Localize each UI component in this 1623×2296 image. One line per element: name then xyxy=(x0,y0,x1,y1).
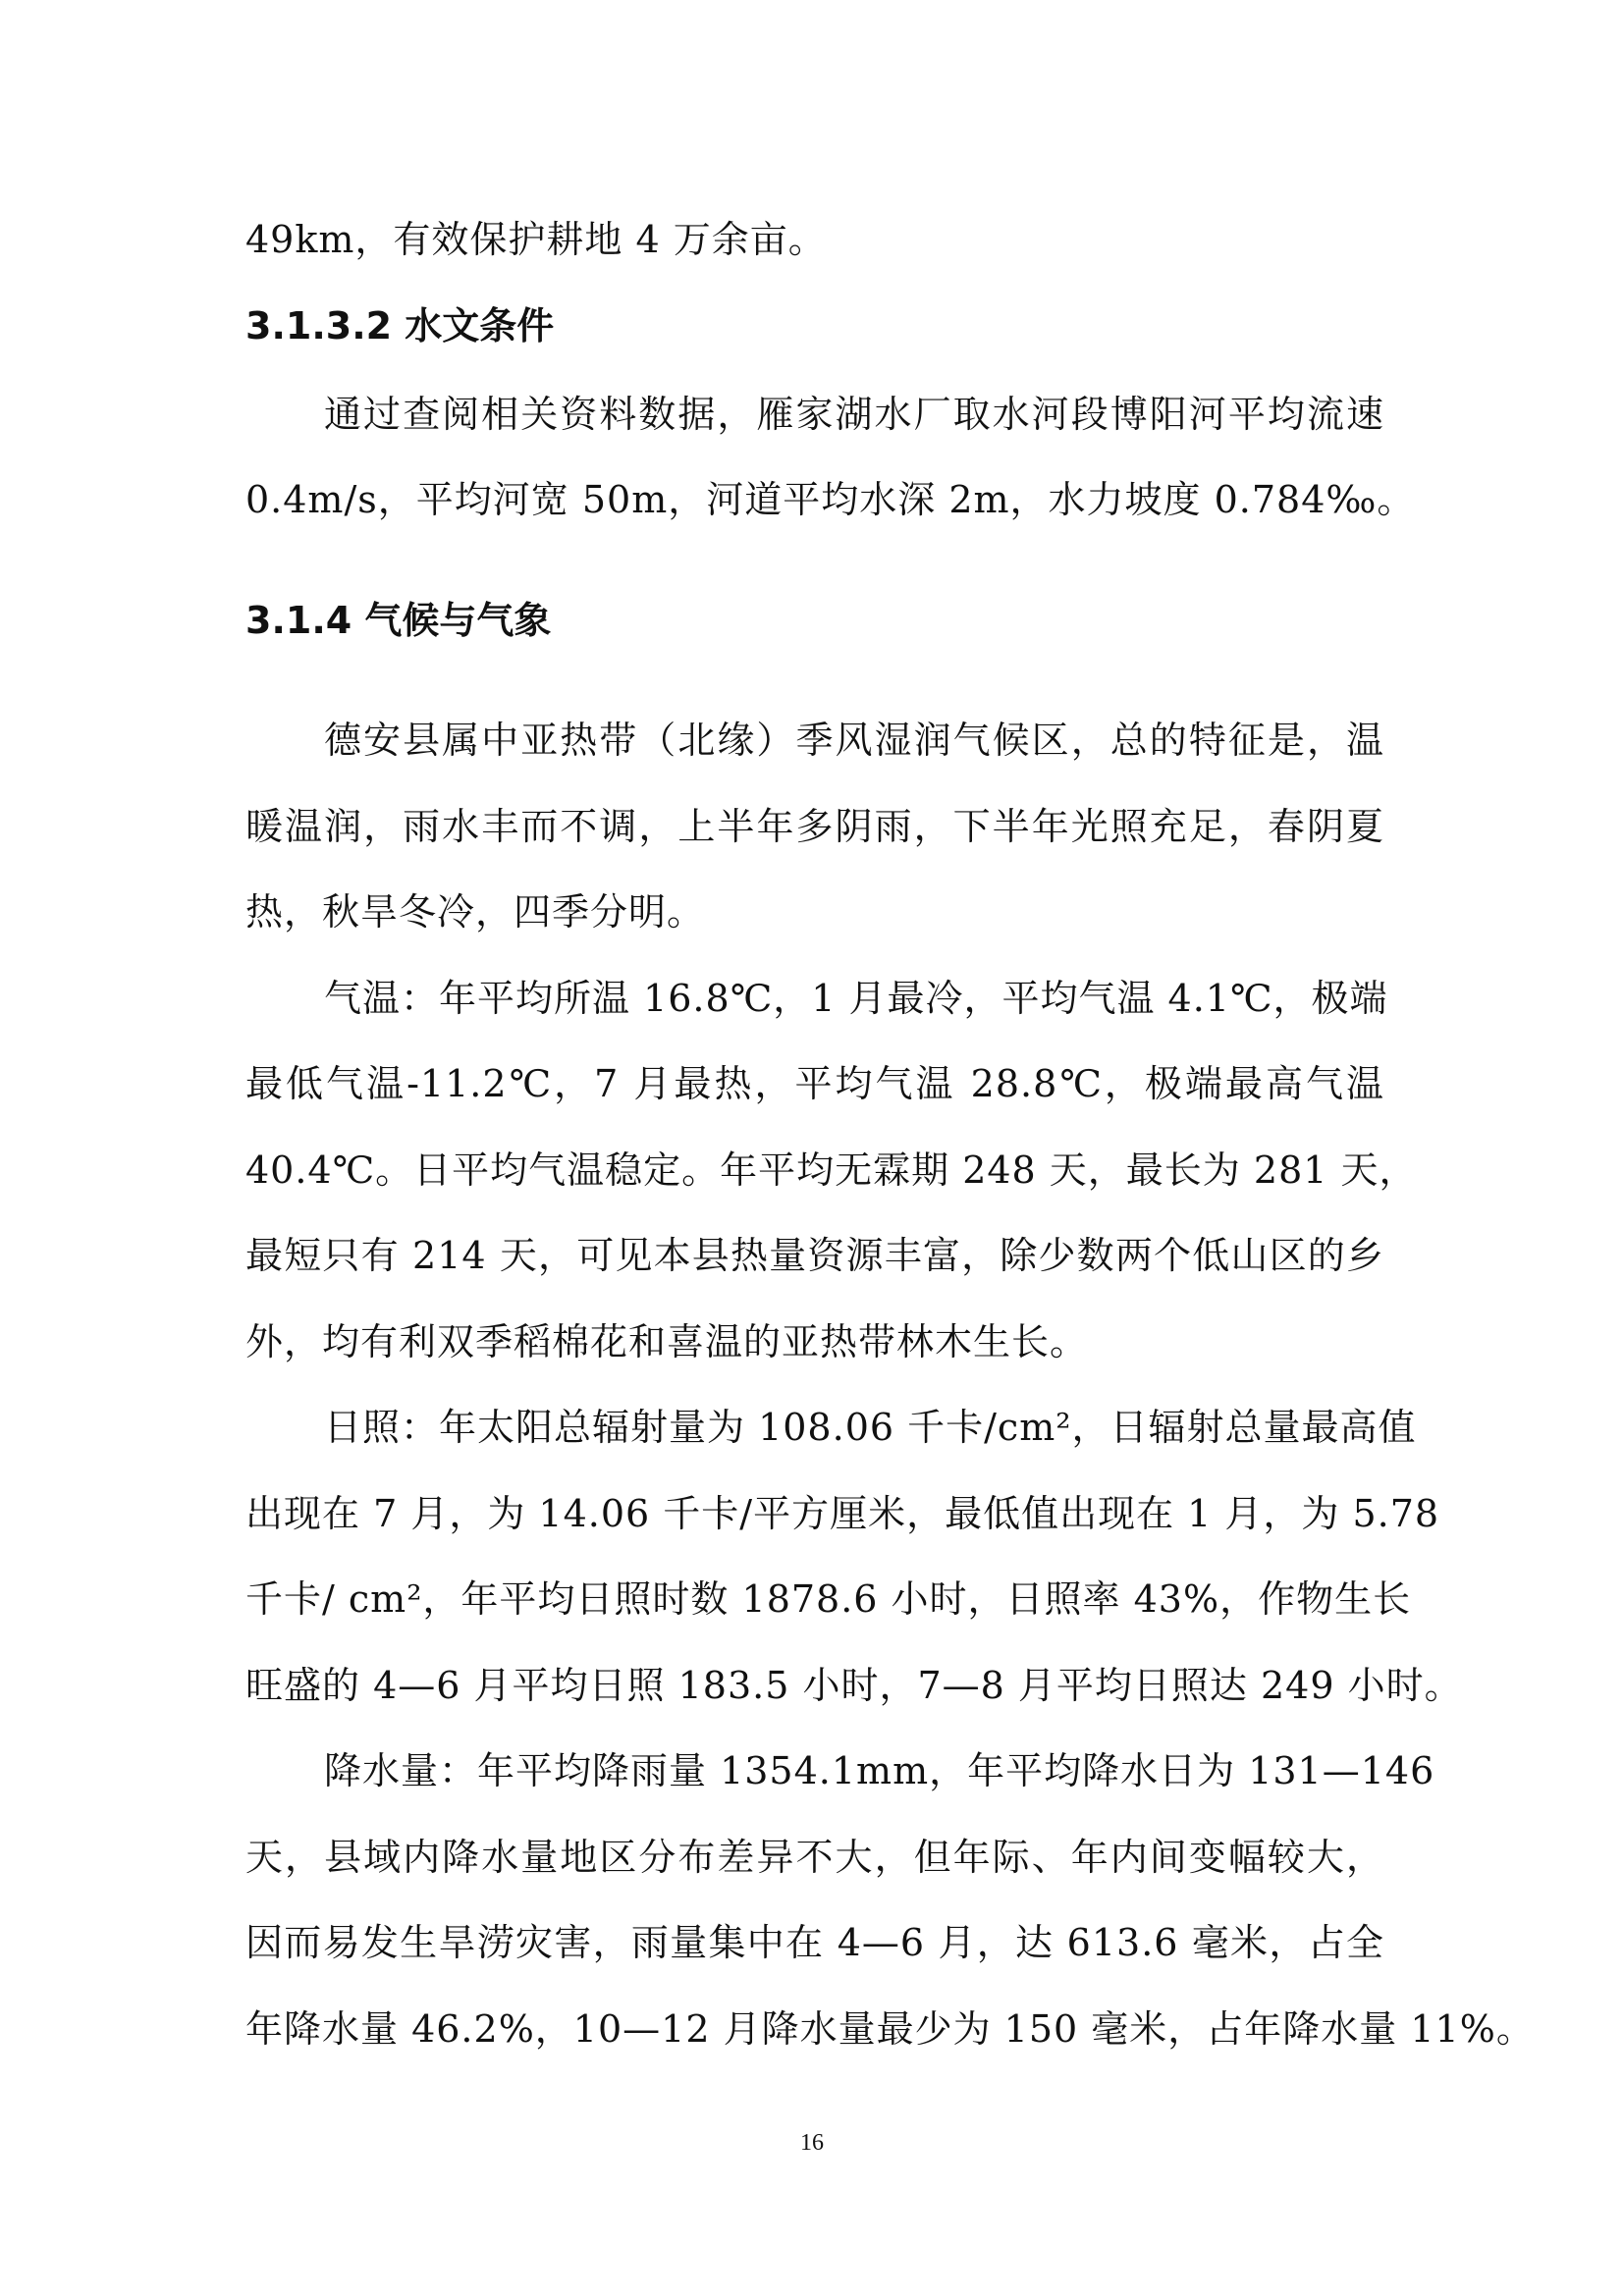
text-line: 天，县域内降水量地区分布差异不大，但年际、年内间变幅较大， xyxy=(245,1836,1384,1879)
text-line: 0.4m/s，平均河宽 50m，河道平均水深 2m，水力坡度 0.784‰。 xyxy=(245,478,1416,521)
text-line: 40.4℃。日平均气温稳定。年平均无霖期 248 天，最长为 281 天， xyxy=(245,1148,1418,1192)
text-line: 出现在 7 月，为 14.06 千卡/平方厘米，最低值出现在 1 月，为 5.78 xyxy=(245,1492,1440,1535)
text-line: 旺盛的 4—6 月平均日照 183.5 小时，7—8 月平均日照达 249 小时。 xyxy=(245,1664,1463,1707)
text-line: 德安县属中亚热带（北缘）季风湿润气候区，总的特征是，温 xyxy=(324,719,1384,762)
text-line: 49km，有效保护耕地 4 万余亩。 xyxy=(245,218,827,261)
text-line: 年降水量 46.2%，10—12 月降水量最少为 150 毫米，占年降水量 11%。 xyxy=(245,2007,1535,2051)
section-heading-3-1-4: 3.1.4 气候与气象 xyxy=(245,599,552,642)
text-line: 因而易发生旱涝灾害，雨量集中在 4—6 月，达 613.6 毫米，占全 xyxy=(245,1921,1384,1964)
text-line: 暖温润，雨水丰而不调，上半年多阴雨，下半年光照充足，春阴夏 xyxy=(245,805,1384,848)
page-number: 16 xyxy=(800,2130,824,2156)
text-line: 千卡/ cm²，年平均日照时数 1878.6 小时，日照率 43%，作物生长 xyxy=(245,1577,1412,1621)
text-line: 降水量：年平均降雨量 1354.1mm，年平均降水日为 131—146 xyxy=(324,1749,1435,1792)
section-heading-3-1-3-2: 3.1.3.2 水文条件 xyxy=(245,304,555,347)
text-line: 热，秋旱冬冷，四季分明。 xyxy=(245,890,706,934)
text-line: 最低气温-11.2℃，7 月最热，平均气温 28.8℃，极端最高气温 xyxy=(245,1062,1384,1105)
text-line: 外，均有利双季稻棉花和喜温的亚热带林木生长。 xyxy=(245,1320,1089,1363)
text-line: 通过查阅相关资料数据，雁家湖水厂取水河段博阳河平均流速 xyxy=(324,393,1384,436)
text-line: 日照：年太阳总辐射量为 108.06 千卡/cm²，日辐射总量最高值 xyxy=(324,1406,1417,1449)
text-line: 最短只有 214 天，可见本县热量资源丰富，除少数两个低山区的乡 xyxy=(245,1234,1384,1277)
text-line: 气温：年平均所温 16.8℃，1 月最冷，平均气温 4.1℃，极端 xyxy=(324,977,1388,1020)
